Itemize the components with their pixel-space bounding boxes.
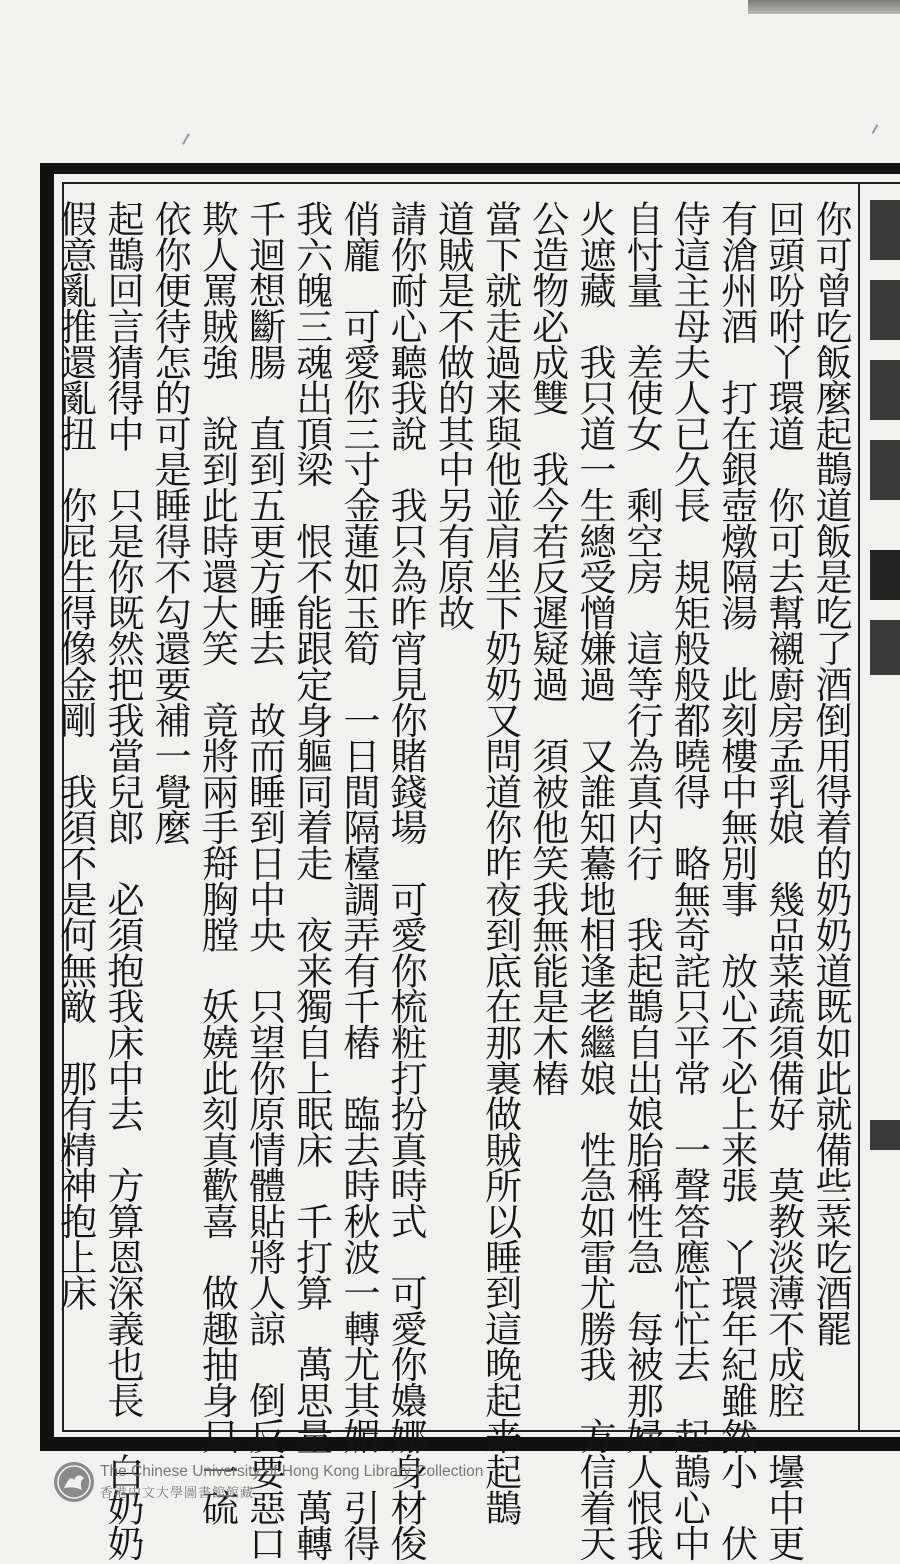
text-column: 自忖量 差使女 剩空房 這等行為真内行 我起鵲自出娘胎稱性急 每被那婦人恨我 bbox=[620, 200, 664, 1561]
stray-mark bbox=[182, 133, 190, 144]
running-title-glyph bbox=[870, 360, 900, 420]
stray-mark bbox=[872, 124, 879, 134]
text-column: 假意亂推還亂扭 你屁生得像金剛 我須不是何無敵 那有精神抱上床 bbox=[53, 200, 97, 1310]
running-title-glyph bbox=[870, 200, 900, 260]
running-title-glyph bbox=[870, 440, 900, 500]
cuhk-library-seal-icon bbox=[52, 1460, 96, 1504]
text-column: 欺人罵賊強 說到此時還大笑 竟將兩手搿胸膛 妖嬈此刻真歡喜 做趣抽身只一硫 bbox=[195, 200, 239, 1525]
collection-credit-en: The Chinese University of Hong Kong Library Collection bbox=[100, 1463, 484, 1480]
volume-glyph bbox=[870, 620, 900, 675]
torn-corner bbox=[748, 0, 900, 14]
text-column: 俏龐 可愛你三寸金蓮如玉筍 一日間隔檯調弄有千樁 臨去時秋波一轉尤其媚 引得 bbox=[336, 200, 380, 1561]
text-column: 我六魄三魂出頂梁 恨不能跟定身軀同着走 夜来獨自上眠床 千打算 萬思量 萬轉 bbox=[289, 200, 333, 1561]
running-title-strip bbox=[866, 190, 900, 1420]
fishtail-mark bbox=[870, 550, 900, 600]
running-title-glyph bbox=[870, 280, 900, 340]
collection-credit-zh: 香港中文大學圖書館館藏 bbox=[100, 1486, 255, 1501]
text-column: 侍這主母夫人已久長 規矩般般都曉得 略無奇詫只平常 一聲答應忙忙去 起鵲心中 bbox=[667, 200, 711, 1561]
text-column: 道賊是不做的其中另有原故 bbox=[431, 200, 475, 630]
text-column: 起鵲回言猜得中 只是你既然把我當兒郎 必須抱我床中去 方算恩深義也長 白奶奶 bbox=[100, 200, 144, 1561]
text-column: 回頭吩咐丫環道 你可去幫襯廚房孟乳娘 幾品菜蔬須備好 莫教淡薄不成腔 壜中更 bbox=[761, 200, 805, 1561]
margin-rule bbox=[858, 182, 860, 1432]
page-number-glyph bbox=[870, 1120, 900, 1150]
text-column: 請你耐心聽我說 我只為昨宵見你賭錢場 可愛你梳粧打扮真時式 可愛你嬝娜身材俊 bbox=[384, 200, 428, 1561]
text-column: 當下就走過来與他並肩坐下奶奶又問道你昨夜到底在那裏做賊所以睡到這晚起来起鵲 bbox=[478, 200, 522, 1525]
text-column: 公造物必成雙 我今若反遲疑過 須被他笑我無能是木樁 bbox=[525, 200, 569, 1096]
text-column: 依你便待怎的可是睡得不勾還要補一覺麼 bbox=[148, 200, 192, 845]
text-column: 千迴想斷腸 直到五更方睡去 故而睡到日中央 只望你原情體貼將人諒 倒反要惡口 bbox=[242, 200, 286, 1561]
text-column: 火遮藏 我只道一生總受憎嫌過 又誰知驀地相逢老繼娘 性急如雷尤勝我 方信着天 bbox=[572, 200, 616, 1561]
text-column: 有滄州酒 打在銀壺燉隔湯 此刻樓中無別事 放心不必上来張 丫環年紀雖然小 伏 bbox=[714, 200, 758, 1561]
text-column: 你可曾吃飯麼起鵲道飯是吃了酒倒用得着的奶奶道既如此就備些菜吃酒罷 bbox=[809, 200, 852, 1346]
